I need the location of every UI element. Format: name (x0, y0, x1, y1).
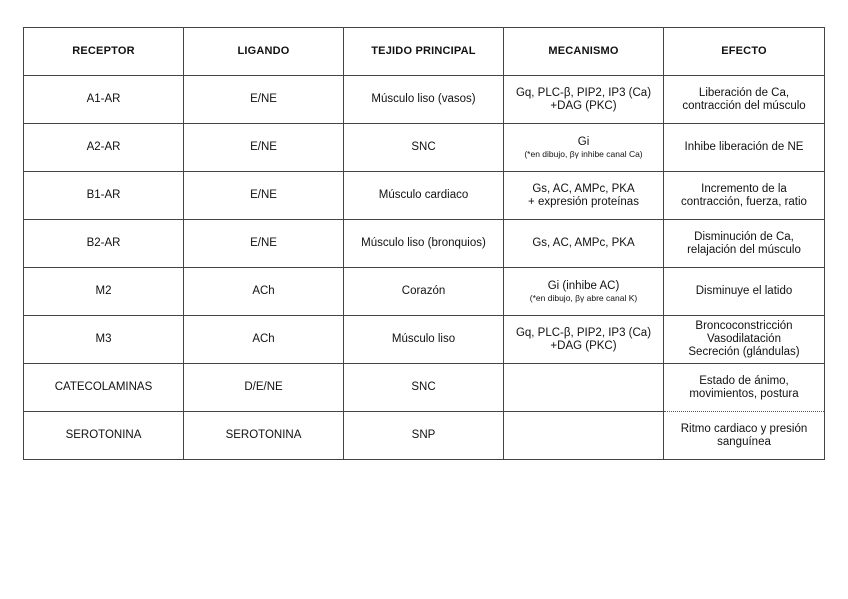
table-row (24, 172, 825, 220)
header-efecto: EFECTO (664, 28, 825, 76)
cell-receptor: M3 (24, 316, 184, 364)
header-ligando: LIGANDO (184, 28, 344, 76)
cell-mecanismo (504, 172, 664, 220)
cell-mecanismo (504, 364, 664, 412)
mecanismo-note: (*en dibujo, βγ abre canal K) (529, 293, 638, 303)
cell-ligando: ACh (184, 316, 344, 364)
header-receptor: RECEPTOR (24, 28, 184, 76)
efecto-line: Liberación de Ca, (698, 86, 790, 99)
mecanismo-line: Gi (577, 136, 590, 148)
efecto-line: Broncoconstricción (695, 320, 793, 332)
mecanismo-line: Gi (inhibe AC) (547, 280, 620, 292)
cell-receptor: SEROTONINA (24, 412, 184, 460)
efecto-line: Secreción (glándulas) (688, 346, 800, 358)
table-row (24, 124, 825, 172)
cell-receptor: A1-AR (24, 76, 184, 124)
receptor-table (23, 27, 825, 460)
cell-tejido: Corazón (344, 268, 504, 316)
mecanismo-line: Gs, AC, AMPc, PKA (532, 182, 635, 195)
efecto-line: Estado de ánimo, (699, 374, 789, 387)
cell-ligando: E/NE (184, 124, 344, 172)
mecanismo-line: Gq, PLC-β, PIP2, IP3 (Ca) (515, 86, 652, 99)
cell-ligando: ACh (184, 268, 344, 316)
mecanismo-line: Gs, AC, AMPc, PKA (532, 237, 635, 249)
cell-mecanismo (504, 316, 664, 364)
efecto-line: contracción, fuerza, ratio (681, 195, 807, 208)
efecto-line: Incremento de la (701, 182, 787, 195)
table-row (24, 364, 825, 412)
cell-ligando: E/NE (184, 76, 344, 124)
table-row (24, 412, 825, 460)
mecanismo-note: (*en dibujo, βγ inhibe canal Ca) (524, 149, 643, 159)
mecanismo-line: +DAG (PKC) (550, 339, 617, 352)
cell-receptor: A2-AR (24, 124, 184, 172)
cell-ligando: SEROTONINA (184, 412, 344, 460)
cell-receptor: B2-AR (24, 220, 184, 268)
table-row (24, 220, 825, 268)
efecto-line: movimientos, postura (689, 387, 799, 400)
cell-tejido: Músculo liso (344, 316, 504, 364)
table-row (24, 76, 825, 124)
cell-efecto (664, 364, 825, 412)
cell-efecto (664, 220, 825, 268)
cell-tejido: Músculo liso (vasos) (344, 76, 504, 124)
cell-tejido: SNP (344, 412, 504, 460)
cell-tejido: SNC (344, 124, 504, 172)
table-body (24, 76, 825, 460)
efecto-line: Ritmo cardiaco y presión (680, 422, 808, 435)
efecto-line: sanguínea (717, 435, 771, 448)
efecto-line: Inhibe liberación de NE (684, 141, 804, 153)
cell-mecanismo (504, 412, 664, 460)
mecanismo-line: Gq, PLC-β, PIP2, IP3 (Ca) (515, 326, 652, 339)
efecto-line: Disminuye el latido (695, 285, 793, 297)
cell-ligando: E/NE (184, 172, 344, 220)
efecto-line: Disminución de Ca, (694, 230, 794, 243)
efecto-line: Vasodilatación (707, 333, 781, 345)
cell-tejido: Músculo cardiaco (344, 172, 504, 220)
cell-tejido: SNC (344, 364, 504, 412)
cell-efecto (664, 76, 825, 124)
header-tejido: TEJIDO PRINCIPAL (344, 28, 504, 76)
cell-mecanismo (504, 124, 664, 172)
table-row (24, 316, 825, 364)
mecanismo-line: +DAG (PKC) (550, 99, 617, 112)
efecto-line: contracción del músculo (682, 99, 806, 112)
cell-receptor: CATECOLAMINAS (24, 364, 184, 412)
cell-efecto (664, 268, 825, 316)
header-mecanismo: MECANISMO (504, 28, 664, 76)
cell-mecanismo (504, 268, 664, 316)
cell-receptor: B1-AR (24, 172, 184, 220)
cell-efecto (664, 412, 825, 460)
efecto-line: relajación del músculo (687, 243, 801, 256)
cell-mecanismo (504, 220, 664, 268)
cell-tejido: Músculo liso (bronquios) (344, 220, 504, 268)
cell-receptor: M2 (24, 268, 184, 316)
header-row (24, 28, 825, 76)
cell-efecto (664, 316, 825, 364)
cell-ligando: D/E/NE (184, 364, 344, 412)
cell-mecanismo (504, 76, 664, 124)
table-row (24, 268, 825, 316)
cell-efecto (664, 124, 825, 172)
cell-ligando: E/NE (184, 220, 344, 268)
mecanismo-line: + expresión proteínas (528, 195, 639, 208)
cell-efecto (664, 172, 825, 220)
